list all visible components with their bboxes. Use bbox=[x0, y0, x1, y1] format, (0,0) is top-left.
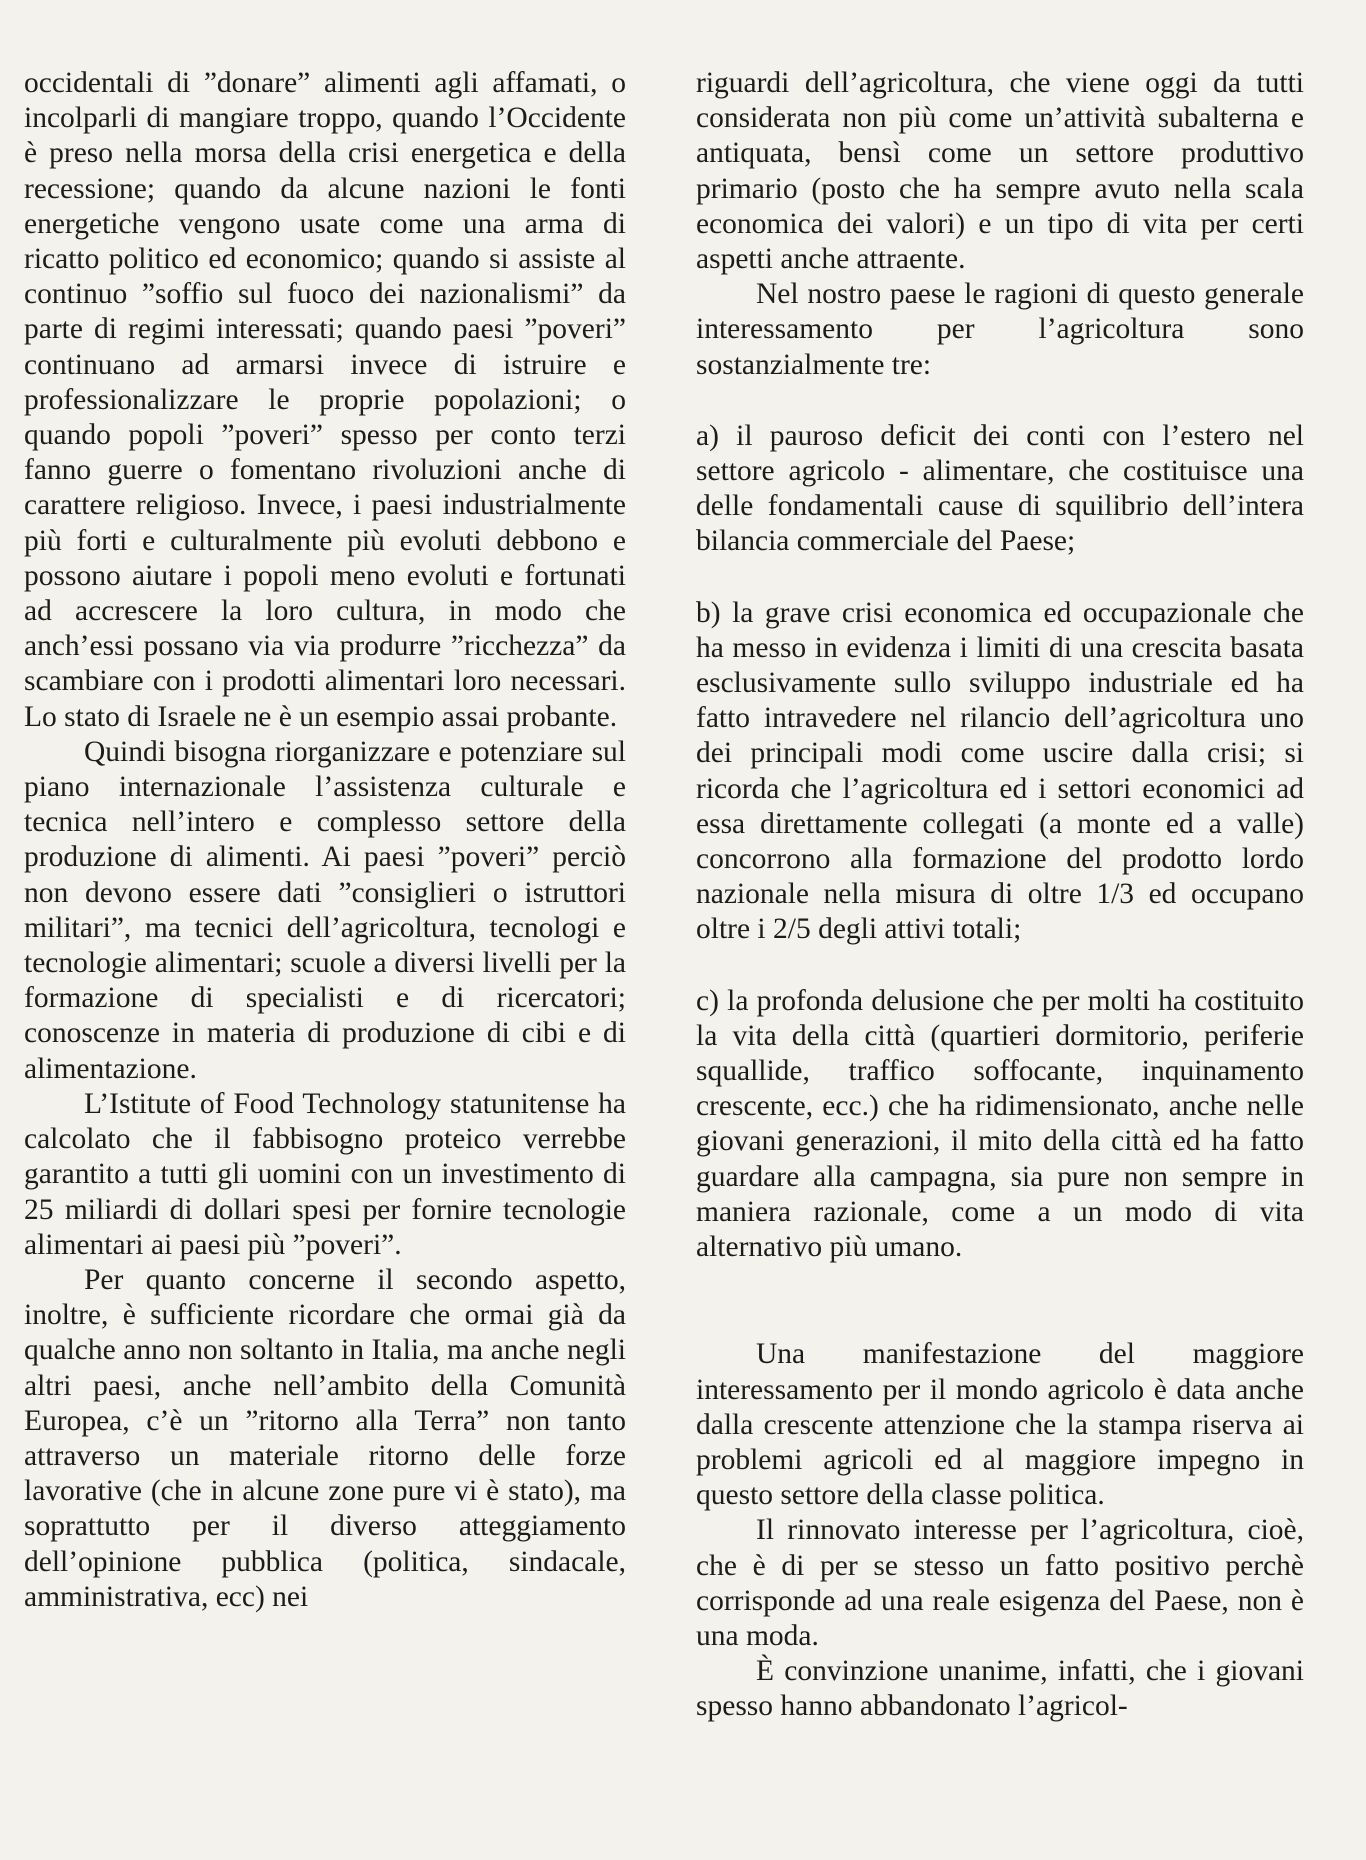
right-paragraph-5: È convinzione unanime, infatti, che i giovani spesso hanno abbandonato l’agricol- bbox=[696, 1655, 1304, 1723]
spacer bbox=[696, 948, 1304, 984]
left-paragraph-4: Per quanto concerne il secondo aspetto, inoltre, è sufficiente ricordare che ormai già da qualche anno non soltanto in Italia, ma anche negli altri paesi, anche nell’ambito della Comunità Europea, c’è un ”ritorno alla Terra” non tanto attraverso un materiale ritorno delle forze lavorative (che in alcune zone pure vi è stato), ma soprattutto per il diverso atteggiamento dell’opinione pubblica (politica, sindacale, amministrativa, ecc) nei bbox=[24, 1263, 626, 1613]
left-paragraph-3: L’Istitute of Food Technology statunitense ha calcolato che il fabbisogno proteico verrebbe garantito a tutti gli uomini con un investimento di 25 miliardi di dollari spesi per fornire tecnologie alimentari ai paesi più ”poveri”. bbox=[24, 1087, 626, 1261]
right-paragraph-2: Nel nostro paese le ragioni di questo generale interessamento per l’agricoltura sono sostanzialmente tre: bbox=[696, 278, 1304, 381]
right-column bbox=[696, 66, 1304, 1725]
spacer bbox=[696, 560, 1304, 596]
left-column bbox=[24, 66, 626, 1615]
list-item-a: a) il pauroso deficit dei conti con l’estero nel settore agricolo - alimentare, che costituisce una delle fondamentali cause di squilibrio dell’intera bilancia commerciale del Paese; bbox=[696, 419, 1304, 558]
right-paragraph-4: Il rinnovato interesse per l’agricoltura, cioè, che è di per se stesso un fatto positivo perchè corrisponde ad una reale esigenza del Paese, non è una moda. bbox=[696, 1514, 1304, 1652]
left-paragraph-1: occidentali di ”donare” alimenti agli affamati, o incolparli di mangiare troppo, quando l’Occidente è preso nella morsa della crisi energetica e della recessione; quando da alcune nazioni le fonti energetiche vengono usate come una arma di ricatto politico ed economico; quando si assiste al continuo ”soffio sul fuoco dei nazionalismi” da parte di regimi interessati; quando paesi ”poveri” continuano ad armarsi invece di istruire e professionalizzare le proprie popolazioni; o quando popoli ”poveri” spesso per conto terzi fanno guerre o fomentano rivoluzioni anche di carattere religioso. Invece, i paesi industrialmente più forti e culturalmente più evoluti debbono e possono aiutare i popoli meno evoluti e fortunati ad accrescere la loro cultura, in modo che anch’essi possano via via produrre ”ricchezza” da scambiare con i prodotti alimentari loro necessari. Lo stato di Israele ne è un esempio assai probante. bbox=[24, 67, 626, 733]
spacer bbox=[696, 1265, 1304, 1337]
left-paragraph-2: Quindi bisogna riorganizzare e potenziare sul piano internazionale l’assistenza culturale e tecnica nell’intero e complesso settore della produzione di alimenti. Ai paesi ”poveri” perciò non devono essere dati ”consiglieri o istruttori militari”, ma tecnici dell’agricoltura, tecnologi e tecnologie alimentari; scuole a diversi livelli per la formazione di specialisti e di ricercatori; conoscenze in materia di produzione di cibi e di alimentazione. bbox=[24, 735, 626, 1085]
list-item-c: c) la profonda delusione che per molti ha costituito la vita della città (quartieri dormitorio, periferie squallide, traffico soffocante, inquinamento crescente, ecc.) che ha ridimensionato, anche nelle giovani generazioni, il mito della città ed ha fatto guardare alla campagna, sia pure non sempre in maniera razionale, come a un modo di vita alternativo più umano. bbox=[696, 984, 1304, 1264]
right-paragraph-3: Una manifestazione del maggiore interessamento per il mondo agricolo è data anche dalla crescente attenzione che la stampa riserva ai problemi agricoli ed al maggiore impegno in questo settore della classe politica. bbox=[696, 1338, 1304, 1512]
list-item-b: b) la grave crisi economica ed occupazionale che ha messo in evidenza i limiti di una crescita basata esclusivamente sullo sviluppo industriale ed ha fatto intravedere nel rilancio dell’agricoltura uno dei principali modi come uscire dalla crisi; si ricorda che l’agricoltura ed i settori economici ad essa direttamente collegati (a monte ed a valle) concorrono alla formazione del prodotto lordo nazionale nella misura di oltre 1/3 ed occupano oltre i 2/5 degli attivi totali; bbox=[696, 596, 1304, 946]
spacer bbox=[696, 383, 1304, 419]
right-paragraph-1: riguardi dell’agricoltura, che viene oggi da tutti considerata non più come un’attività subalterna e antiquata, bensì come un settore produttivo primario (posto che ha sempre avuto nella scala economica dei valori) e un tipo di vita per certi aspetti anche attraente. bbox=[696, 67, 1304, 276]
